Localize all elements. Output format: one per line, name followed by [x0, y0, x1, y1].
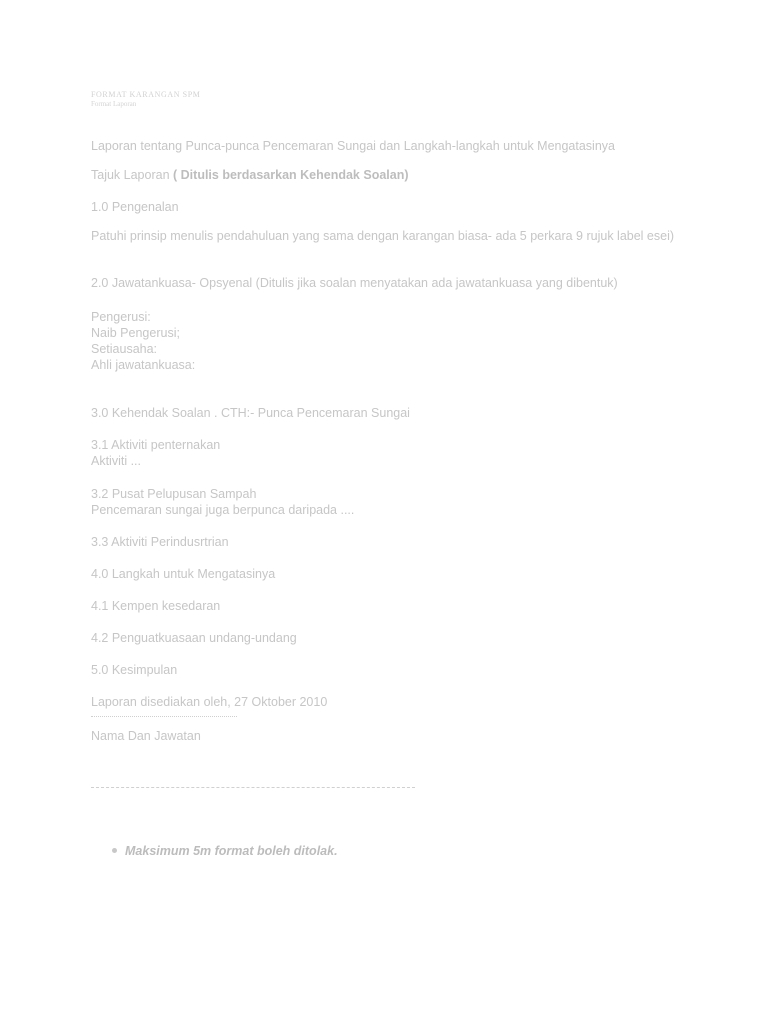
bullet-note [112, 843, 338, 860]
report-title: Laporan tentang Punca-punca Pencemaran Sungai dan Langkah-langkah untuk Mengatasinya [91, 139, 615, 153]
note-text: Maksimum 5m format boleh ditolak. [125, 844, 338, 858]
prepared-by: Laporan disediakan oleh, 27 Oktober 2010 [91, 695, 328, 709]
section-4-1-heading: 4.1 Kempen kesedaran [91, 599, 221, 613]
section-3-1-text: Aktiviti ... [91, 454, 142, 468]
section-4-heading: 4.0 Langkah untuk Mengatasinya [91, 567, 276, 581]
name-and-position: Nama Dan Jawatan [91, 729, 201, 743]
committee-secretary: Setiausaha: [91, 342, 158, 356]
page-header-subtitle: Format Laporan [91, 100, 137, 108]
committee-members: Ahli jawatankuasa: [91, 358, 196, 372]
committee-chair: Pengerusi: [91, 310, 151, 324]
section-4-2-heading: 4.2 Penguatkuasaan undang-undang [91, 631, 297, 645]
section-3-heading: 3.0 Kehendak Soalan . CTH:- Punca Pencemaran Sungai [91, 406, 410, 420]
report-heading-line [91, 167, 409, 184]
section-5-heading: 5.0 Kesimpulan [91, 663, 178, 677]
bullet-dot-icon [112, 848, 117, 853]
committee-vice-chair: Naib Pengerusi; [91, 326, 180, 340]
section-3-1-heading: 3.1 Aktiviti penternakan [91, 438, 221, 452]
section-1-heading: 1.0 Pengenalan [91, 200, 179, 214]
separator-line [91, 787, 415, 788]
section-3-2-text: Pencemaran sungai juga berpunca daripada .... [91, 503, 355, 517]
section-3-3-heading: 3.3 Aktiviti Perindusrtrian [91, 535, 229, 549]
tajuk-note: ( Ditulis berdasarkan Kehendak Soalan) [173, 168, 409, 182]
section-1-text: Patuhi prinsip menulis pendahuluan yang sama dengan karangan biasa- ada 5 perkara 9 rujuk label esei) [91, 229, 675, 243]
tajuk-label: Tajuk Laporan [91, 168, 170, 182]
section-3-2-heading: 3.2 Pusat Pelupusan Sampah [91, 487, 257, 501]
signature-dotted-line [91, 716, 237, 717]
page-header-title: FORMAT KARANGAN SPM [91, 90, 201, 99]
section-2-heading: 2.0 Jawatankuasa- Opsyenal (Ditulis jika soalan menyatakan ada jawatankuasa yang dibentuk) [91, 276, 618, 290]
